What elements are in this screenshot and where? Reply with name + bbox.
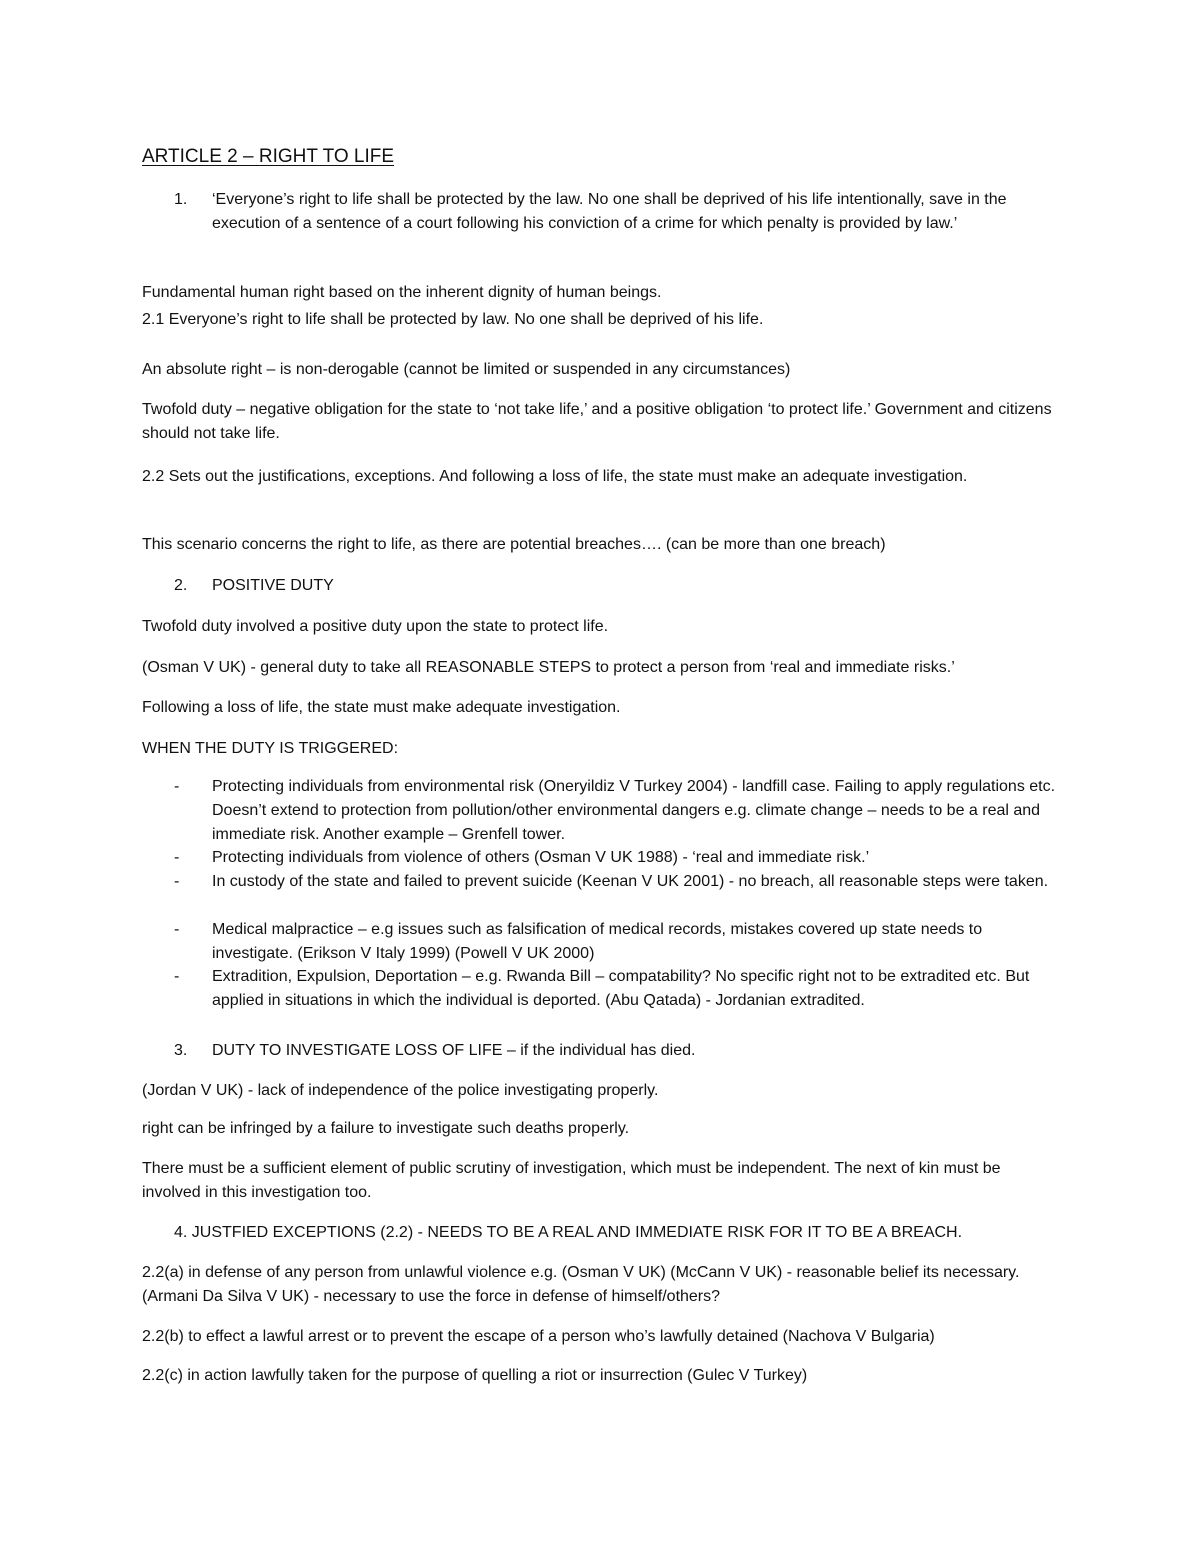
paragraph-absolute-right: An absolute right – is non-derogable (cannot be limited or suspended in any circumstances) [142,361,791,378]
item-2-number: 2. [174,577,188,594]
heading-justified-exceptions: 4. JUSTFIED EXCEPTIONS (2.2) - NEEDS TO BE A REAL AND IMMEDIATE RISK FOR IT TO BE A BREACH. [174,1224,963,1241]
article-2-quote: ‘Everyone’s right to life shall be protected by the law. No one shall be deprived of his life intentionally, save in the execution of a sentence of a court following his conviction of a crime for which penalty is provided by law.’ [212,191,1007,232]
paragraph-osman: (Osman V UK) - general duty to take all REASONABLE STEPS to protect a person from ‘real and immediate risks.’ [142,659,955,676]
paragraph-twofold-duty: Twofold duty – negative obligation for the state to ‘not take life,’ and a positive obligation ‘to protect life.’ Government and citizens should not take life. [142,401,1052,442]
paragraph-jordan: (Jordan V UK) - lack of independence of the police investigating properly. [142,1082,659,1099]
heading-duty-to-investigate: DUTY TO INVESTIGATE LOSS OF LIFE – if the individual has died. [212,1042,696,1059]
document-title: ARTICLE 2 – RIGHT TO LIFE [142,146,395,167]
paragraph-positive-duty: Twofold duty involved a positive duty upon the state to protect life. [142,618,609,635]
bullet-environmental-risk: Protecting individuals from environmental risk (Oneryildiz V Turkey 2004) - landfill case. Failing to apply regulations etc. Doesn’t extend to protection from pollution/other environmental dangers e.g. climate change – needs to be a real and immediate risk. Another example – Grenfell tower. [212,778,1056,843]
paragraph-2-2c: 2.2(c) in action lawfully taken for the purpose of quelling a riot or insurrection (Gulec V Turkey) [142,1367,808,1384]
bullet-extradition: Extradition, Expulsion, Deportation – e.g. Rwanda Bill – compatability? No specific right not to be extradited etc. But applied in situations in which the individual is deported. (Abu Qatada) - Jordanian extradited. [212,968,1030,1009]
paragraph-2-1: 2.1 Everyone’s right to life shall be protected by law. No one shall be deprived of his life. [142,311,764,328]
bullet-dash: - [174,873,180,890]
paragraph-scenario: This scenario concerns the right to life, as there are potential breaches…. (can be more than one breach) [142,536,886,553]
heading-duty-triggered: WHEN THE DUTY IS TRIGGERED: [142,740,399,757]
bullet-medical-malpractice: Medical malpractice – e.g issues such as falsification of medical records, mistakes covered up state needs to investigate. (Erikson V Italy 1999) (Powell V UK 2000) [212,921,983,962]
bullet-dash: - [174,849,180,866]
bullet-violence-of-others: Protecting individuals from violence of others (Osman V UK 1988) - ‘real and immediate risk.’ [212,849,870,866]
paragraph-2-2: 2.2 Sets out the justifications, exceptions. And following a loss of life, the state must make an adequate investigation. [142,468,968,485]
heading-positive-duty: POSITIVE DUTY [212,577,334,594]
item-3-number: 3. [174,1042,188,1059]
paragraph-infringed: right can be infringed by a failure to investigate such deaths properly. [142,1120,630,1137]
item-1-number: 1. [174,191,188,208]
bullet-dash: - [174,778,180,795]
paragraph-following-loss: Following a loss of life, the state must make adequate investigation. [142,699,621,716]
paragraph-2-2b: 2.2(b) to effect a lawful arrest or to prevent the escape of a person who’s lawfully detained (Nachova V Bulgaria) [142,1328,935,1345]
bullet-dash: - [174,921,180,938]
paragraph-fundamental: Fundamental human right based on the inherent dignity of human beings. [142,284,662,301]
paragraph-2-2a: 2.2(a) in defense of any person from unlawful violence e.g. (Osman V UK) (McCann V UK) - reasonable belief its necessary. (Armani Da Silva V UK) - necessary to use the force in defense of himself/others? [142,1264,1020,1305]
bullet-custody-suicide: In custody of the state and failed to prevent suicide (Keenan V UK 2001) - no breach, all reasonable steps were taken. [212,873,1049,890]
bullet-dash: - [174,968,180,985]
paragraph-public-scrutiny: There must be a sufficient element of public scrutiny of investigation, which must be independent. The next of kin must be involved in this investigation too. [142,1160,1001,1201]
